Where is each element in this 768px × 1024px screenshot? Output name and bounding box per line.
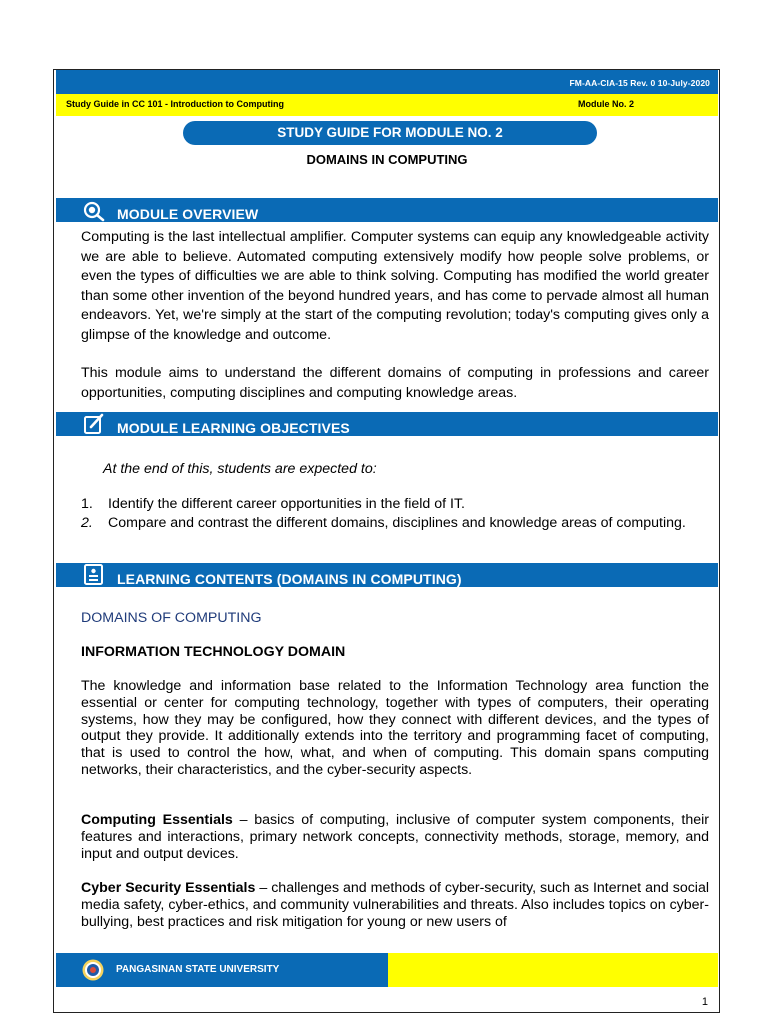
footer-yellow-bar	[388, 953, 718, 987]
module-number: Module No. 2	[578, 99, 634, 109]
university-seal-icon	[82, 959, 104, 981]
list-item: 1. Identify the different career opportunities in the field of IT.	[81, 496, 465, 512]
section-bar-contents	[56, 563, 718, 587]
computing-essentials-term: Computing Essentials	[81, 812, 233, 828]
section-bar-objectives	[56, 412, 718, 436]
cyber-security-text: – challenges and methods of cyber-security, such as Internet and social media safety, cyber-ethics, and community vulnerabilities and threats. Also includes topics on cyber-bullying, best practices and risk mitigation for young or new users of	[81, 880, 709, 930]
section-heading-objectives: MODULE LEARNING OBJECTIVES	[117, 420, 350, 436]
computing-essentials-paragraph	[81, 812, 709, 862]
subheading-domains: DOMAINS OF COMPUTING	[81, 610, 262, 626]
magnifier-icon	[82, 198, 106, 222]
pencil-edit-icon	[82, 412, 106, 436]
domain-paragraph: The knowledge and information base related to the Information Technology area function the essential or center for computing technology, together with types of computers, their operating systems, how they may be configured, how they connect with different devices, and the types of output they provide. It additionally extends into the territory and programming facet of computing, that is used to control the how, what, and when of computing. This domain spans computing networks, their characteristics, and the cyber-security aspects.	[81, 678, 709, 778]
form-code: FM-AA-CIA-15 Rev. 0 10-July-2020	[569, 78, 710, 88]
objectives-intro: At the end of this, students are expected to:	[103, 461, 377, 477]
document-title: DOMAINS IN COMPUTING	[306, 152, 468, 167]
cyber-security-term: Cyber Security Essentials	[81, 880, 256, 896]
computing-essentials-text: – basics of computing, inclusive of computer system components, their features and interactions, primary network concepts, connectivity methods, storage, memory, and input and output devices.	[81, 812, 709, 862]
section-heading-contents: LEARNING CONTENTS (DOMAINS IN COMPUTING)	[117, 571, 462, 587]
domain-title: INFORMATION TECHNOLOGY DOMAIN	[81, 644, 346, 660]
overview-paragraph-1: Computing is the last intellectual amplifier. Computer systems can equip any knowledgeable activity we are able to believe. Automated computing extensively modify how people solve problems, or even the types of difficulties we are able to think solving. Computing has modified the world greater than some other invention of the beyond hundred years, and has come to pervade almost all human endeavors. Yet, we're simply at the start of the computing revolution; today's computing gives only a glimpse of the knowledge and outcome.	[81, 229, 709, 343]
cyber-security-paragraph	[81, 880, 709, 930]
document-list-icon	[82, 563, 106, 587]
objectives-list	[81, 495, 709, 533]
university-name: PANGASINAN STATE UNIVERSITY	[116, 964, 280, 975]
header-course-bar	[56, 94, 718, 116]
header-top-bar	[56, 70, 718, 94]
section-bar-overview	[56, 198, 718, 222]
page-number: 1	[701, 996, 708, 1008]
course-title: Study Guide in CC 101 - Introduction to Computing	[66, 99, 284, 109]
footer-university-bar	[56, 953, 388, 987]
section-heading-overview: MODULE OVERVIEW	[117, 206, 259, 222]
study-guide-pill: STUDY GUIDE FOR MODULE NO. 2	[183, 121, 597, 145]
list-item: 2. Compare and contrast the different domains, disciplines and knowledge areas of computing.	[81, 515, 686, 531]
overview-paragraph-2: This module aims to understand the different domains of computing in professions and career opportunities, computing disciplines and computing knowledge areas.	[81, 365, 709, 401]
